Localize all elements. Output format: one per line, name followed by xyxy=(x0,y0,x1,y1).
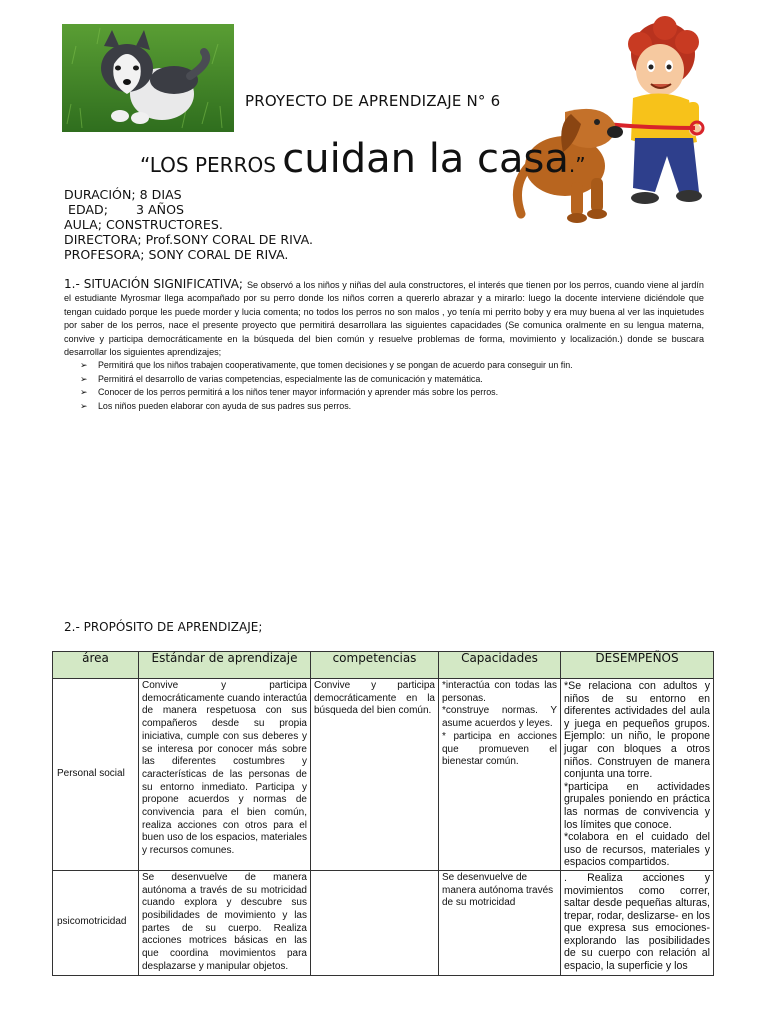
list-item: ➢ Conocer de los perros permitirá a los niños tener mayor información y aprender más sobre los perros. xyxy=(80,386,720,400)
table-row xyxy=(53,679,714,871)
area-cell: Personal social xyxy=(53,679,139,871)
arrow-bullet-icon: ➢ xyxy=(80,360,88,370)
arrow-bullet-icon: ➢ xyxy=(80,400,88,411)
area-cell: psicomotricidad xyxy=(53,870,139,975)
col-header-area: área xyxy=(53,652,139,679)
learning-purpose-heading: 2.- PROPÓSITO DE APRENDIZAJE; xyxy=(64,620,263,634)
competencies-cell xyxy=(311,870,439,975)
significant-situation-section xyxy=(64,278,704,359)
performances-cell: . Realiza acciones y movimientos como correr, saltar desde pequeñas alturas, trepar, rodar, deslizarse- en los que expresa sus emociones- explorando las posibilidades de su cuerpo con relación al espacio, la superficie y los xyxy=(561,870,714,975)
col-header-competencies: competencias xyxy=(311,652,439,679)
project-number-heading: PROYECTO DE APRENDIZAJE N° 6 xyxy=(245,92,501,110)
husky-puppy-image xyxy=(62,24,234,132)
competencies-cell: Convive y participa democráticamente en la búsqueda del bien común. xyxy=(311,679,439,871)
arrow-bullet-icon: ➢ xyxy=(80,387,88,398)
table-header-row xyxy=(53,652,714,679)
significant-situation-text: Se observó a los niños y niñas del aula constructores, el interés que tienen por los perros, cuando viene al jardín el estudiante Myrosmar llega acompañado por su perro donde los niños corren a quererlo abrazar y a mirarlo: luego la docente interviene diciéndole que tengan cuidado porque les puede morder y lucia comenta; no todos los perros no son malos , yo tenía mi perrito boby y era muy buena al ver las inquietudes por saber de los perros, nace el presente proyecto que permitirá desarrollara las siguientes capacidades (Se comunica oralmente en su lengua materna, convive y participa democráticamente en la búsqueda del bien común y resuelve problemas de forma, movimiento y localización.) donde se buscara desarrollar los siguientes aprendizajes; xyxy=(64,280,704,358)
duration-line: DURACIÓN; 8 DIAS xyxy=(64,187,182,202)
classroom-line: AULA; CONSTRUCTORES. xyxy=(64,217,223,232)
learning-purpose-table xyxy=(52,651,714,976)
col-header-capacities: Capacidades xyxy=(439,652,561,679)
age-line: EDAD; 3 AÑOS xyxy=(64,202,184,217)
project-info-block xyxy=(64,187,313,262)
table-row xyxy=(53,870,714,975)
list-item: ➢ Permitirá el desarrollo de varias competencias, especialmente las de comunicación y matemática. xyxy=(80,373,720,387)
boy-with-dog-illustration xyxy=(505,16,720,226)
director-line: DIRECTORA; Prof.SONY CORAL DE RIVA. xyxy=(64,232,314,247)
standard-cell: Convive y participa democráticamente cuando interactúa de manera respetuosa con sus compañeros desde su propia iniciativa, cumple con sus deberes y se interesa por conocer más sobre las diferentes costumbres y características de las personas de su entorno inmediato. Participa y propone acuerdos y normas de convivencia para el bien común, realiza acciones con otros para el buen uso de los espacios, materiales y recursos comunes. xyxy=(139,679,311,871)
performances-cell: *Se relaciona con adultos y niños de su entorno en diferentes actividades del aula y juega en pequeños grupos. Ejemplo: un niño, le propone jugar con bloques a otros niños. Construyen de manera conjunta una torre. *participa en actividades grupales poniendo en práctica las normas de convivencia y los límites que conoce. *colabora en el cuidado del uso de recursos, materiales y espacios compartidos. xyxy=(561,679,714,871)
arrow-bullet-icon: ➢ xyxy=(80,373,88,384)
list-item: ➢ Los niños pueden elaborar con ayuda de sus padres sus perros. xyxy=(80,400,720,414)
teacher-line: PROFESORA; SONY CORAL DE RIVA. xyxy=(64,247,289,262)
title-prefix: “LOS PERROS xyxy=(140,153,283,177)
capacities-cell: Se desenvuelve de manera autónoma través de su motricidad xyxy=(439,870,561,975)
col-header-standard: Estándar de aprendizaje xyxy=(139,652,311,679)
learning-bullets xyxy=(80,359,720,413)
capacities-cell: *interactúa con todas las personas. *construye normas. Y asume acuerdos y leyes. * participa en acciones que promueven el bienestar común. xyxy=(439,679,561,871)
standard-cell: Se desenvuelve de manera autónoma a través de su motricidad cuando explora y descubre sus posibilidades de movimiento y las partes de su cuerpo. Realiza acciones motrices básicas en las que coordina movimientos para desplazarse y manipular objetos. xyxy=(139,870,311,975)
title-suffix: .” xyxy=(568,153,586,177)
title-main: cuidan la casa xyxy=(282,136,569,182)
col-header-performances: DESEMPEÑOS xyxy=(561,652,714,679)
list-item: ➢ Permitirá que los niños trabajen cooperativamente, que tomen decisiones y se pongan de acuerdo para conseguir un fin. xyxy=(80,359,720,373)
significant-situation-heading: 1.- SITUACIÓN SIGNIFICATIVA; xyxy=(64,277,247,291)
project-title xyxy=(140,136,586,182)
